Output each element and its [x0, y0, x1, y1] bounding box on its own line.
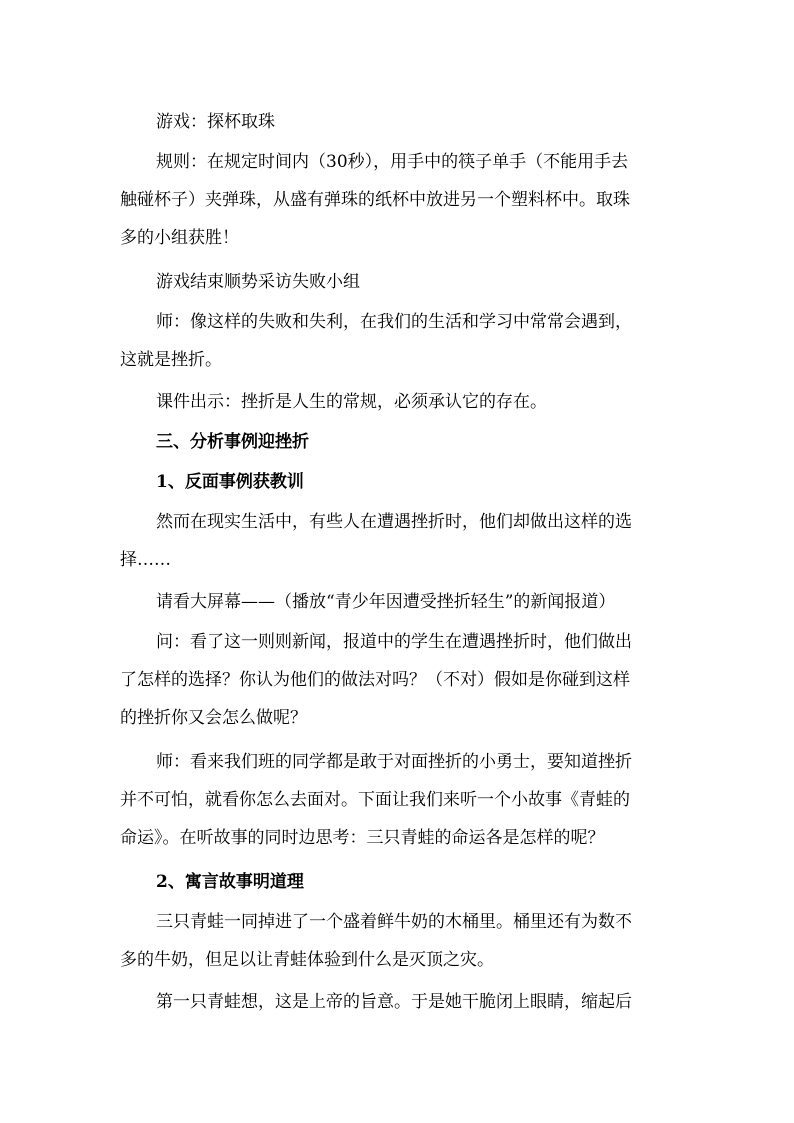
reality-paragraph: 然而在现实生活中，有些人在遭遇挫折时，他们却做出这样的选 择……: [120, 512, 632, 570]
teacher-paragraph-2: 师：看来我们班的同学都是敢于对面挫折的小勇士，要知道挫折 并不可怕，就看你怎么去面对。下面让我们来听一个小故事《青蛙的 命运》。在听故事的同时边思考：三只青蛙的命运各是怎样的呢？: [120, 752, 632, 848]
teacher-paragraph-1: 师：像这样的失败和失利，在我们的生活和学习中常常会遇到， 这就是挫折。: [120, 312, 632, 370]
subheading-2: 2、寓言故事明道理: [156, 872, 304, 892]
interview-paragraph: 游戏结束顺势采访失败小组: [156, 272, 360, 292]
screen-paragraph: 请看大屏幕——（播放“青少年因遭受挫折轻生”的新闻报道）: [156, 592, 616, 612]
section-heading-3: 三、分析事例迎挫折: [156, 432, 309, 452]
game-title: 游戏：探杯取珠: [156, 112, 275, 132]
rules-paragraph: 规则：在规定时间内（30秒），用手中的筷子单手（不能用手去 触碰杯子）夹弹珠，从盛有弹珠的纸杯中放进另一个塑料杯中。取珠 多的小组获胜！: [120, 152, 630, 248]
fable-paragraph-2: 第一只青蛙想，这是上帝的旨意。于是她干脆闭上眼睛，缩起后: [156, 992, 632, 1012]
fable-paragraph-1: 三只青蛙一同掉进了一个盛着鲜牛奶的木桶里。桶里还有为数不 多的牛奶，但足以让青蛙体验到什么是灭顶之灾。: [120, 912, 632, 970]
courseware-paragraph: 课件出示：挫折是人生的常规，必须承认它的存在。: [156, 392, 547, 412]
subheading-1: 1、反面事例获教训: [156, 472, 304, 492]
question-paragraph: 问：看了这一则则新闻，报道中的学生在遭遇挫折时，他们做出 了怎样的选择？你认为他们的做法对吗？（不对）假如是你碰到这样 的挫折你又会怎么做呢？: [120, 632, 632, 728]
